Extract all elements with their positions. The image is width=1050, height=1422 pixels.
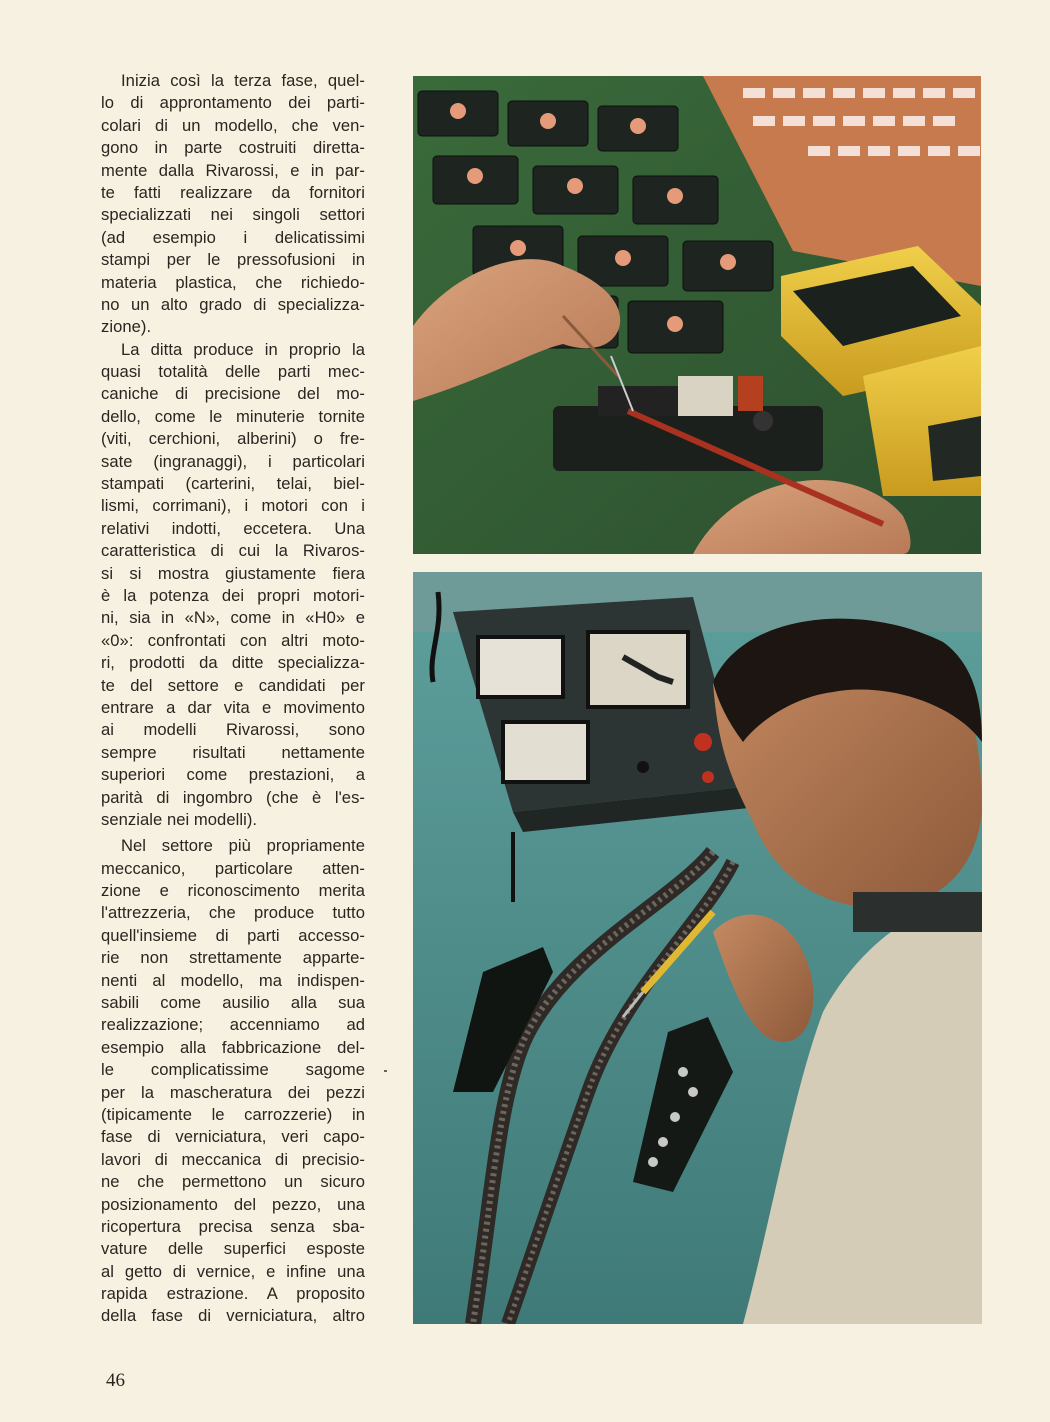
text-line: Inizia così la terza fase, quel-	[121, 71, 365, 90]
text-line: La ditta produce in proprio la	[121, 339, 365, 359]
text-line: gono in parte costruiti diretta-	[101, 138, 365, 158]
text-line: stampi per le pressofusioni in	[101, 250, 365, 270]
stray-ink-dot	[384, 1070, 387, 1072]
text-line: sempre risultati nettamente	[101, 742, 365, 762]
text-line: ne che permettono un sicuro	[101, 1172, 365, 1192]
text-line: lismi, corrimani), i motori con i	[101, 496, 365, 516]
text-line: meccanico, particolare atten-	[101, 858, 365, 878]
text-line: relativi indotti, eccetera. Una	[101, 518, 365, 538]
text-line: mente dalla Rivarossi, e in par-	[101, 160, 365, 180]
text-line: specializzati nei singoli settori	[101, 205, 365, 225]
testing-illustration	[413, 572, 982, 1324]
text-line: posizionamento del pezzo, una	[101, 1194, 365, 1214]
text-line: (viti, cerchioni, alberini) o fre-	[101, 429, 365, 449]
photo-testing-bench	[413, 572, 982, 1324]
text-line: realizzazione; accenniamo ad	[101, 1015, 365, 1035]
text-line: senziale nei modelli).	[101, 809, 258, 829]
text-line: dello, come le minuterie tornite	[101, 406, 365, 426]
text-line: stampati (carterini, telai, biel-	[101, 474, 365, 494]
text-line: sate (ingranaggi), i particolari	[101, 451, 365, 471]
text-line: le complicatissime sagome	[101, 1060, 365, 1080]
text-line: parità di ingombro (che è l'es-	[101, 787, 365, 807]
text-line: zione e riconoscimento merita	[101, 881, 365, 901]
text-line: caratteristica di cui la Rivaros-	[101, 541, 365, 561]
text-line: materia plastica, che richiedo-	[101, 272, 365, 292]
text-line: colari di un modello, che ven-	[101, 115, 365, 135]
text-line: caniche di precisione del mo-	[101, 384, 365, 404]
text-line: Nel settore più propriamente	[121, 836, 365, 856]
text-line: sabili come ausilio alla sua	[101, 993, 365, 1013]
text-line: per la mascheratura dei pezzi	[101, 1082, 365, 1102]
text-line: ai modelli Rivarossi, sono	[101, 720, 365, 740]
text-line: si si mostra giustamente fiera	[101, 563, 365, 583]
text-line: zione).	[101, 317, 152, 337]
text-line: l'attrezzeria, che produce tutto	[101, 903, 365, 923]
page-number: 46	[106, 1370, 125, 1391]
text-line: (ad esempio i delicatissimi	[101, 227, 365, 247]
text-line: ri, prodotti da ditte specializza-	[101, 653, 365, 673]
text-line: è la potenza dei propri motori-	[101, 585, 365, 605]
text-line: vature delle superfici esposte	[101, 1239, 365, 1259]
paragraph-1	[101, 70, 365, 339]
article-text-column	[101, 70, 365, 1328]
text-line: entrare a dar vita e movimento	[101, 697, 365, 717]
text-line: della fase di verniciatura, altro	[101, 1306, 365, 1326]
text-line: (tipicamente le carrozzerie) in	[101, 1104, 365, 1124]
assembly-illustration	[413, 76, 981, 554]
text-line: «0»: confrontati con altri moto-	[101, 630, 365, 650]
text-line: rie non strettamente apparte-	[101, 948, 365, 968]
text-line: esempio alla fabbricazione del-	[101, 1037, 365, 1057]
text-line: no un alto grado di specializza-	[101, 294, 365, 314]
text-line: superiori come prestazioni, a	[101, 765, 365, 785]
paragraph-2	[101, 339, 365, 832]
text-line: ni, sia in «N», come in «H0» e	[101, 608, 365, 628]
text-line: ricopertura precisa senza sba-	[101, 1216, 365, 1236]
text-line: al getto di vernice, e infine una	[101, 1261, 365, 1281]
text-line: fase di verniciatura, veri capo-	[101, 1127, 365, 1147]
photo-assembly-hands	[413, 76, 981, 554]
text-line: lavori di meccanica di precisio-	[101, 1149, 365, 1169]
text-line: te fatti realizzare da fornitori	[101, 182, 365, 202]
text-line: nenti al modello, ma indispen-	[101, 970, 365, 990]
text-line: quasi totalità delle parti mec-	[101, 362, 365, 382]
paragraph-3	[101, 835, 365, 1328]
text-line: quell'insieme di parti accesso-	[101, 925, 365, 945]
text-line: te del settore e candidati per	[101, 675, 365, 695]
text-line: lo di approntamento dei parti-	[101, 93, 365, 113]
text-line: rapida estrazione. A proposito	[101, 1284, 365, 1304]
